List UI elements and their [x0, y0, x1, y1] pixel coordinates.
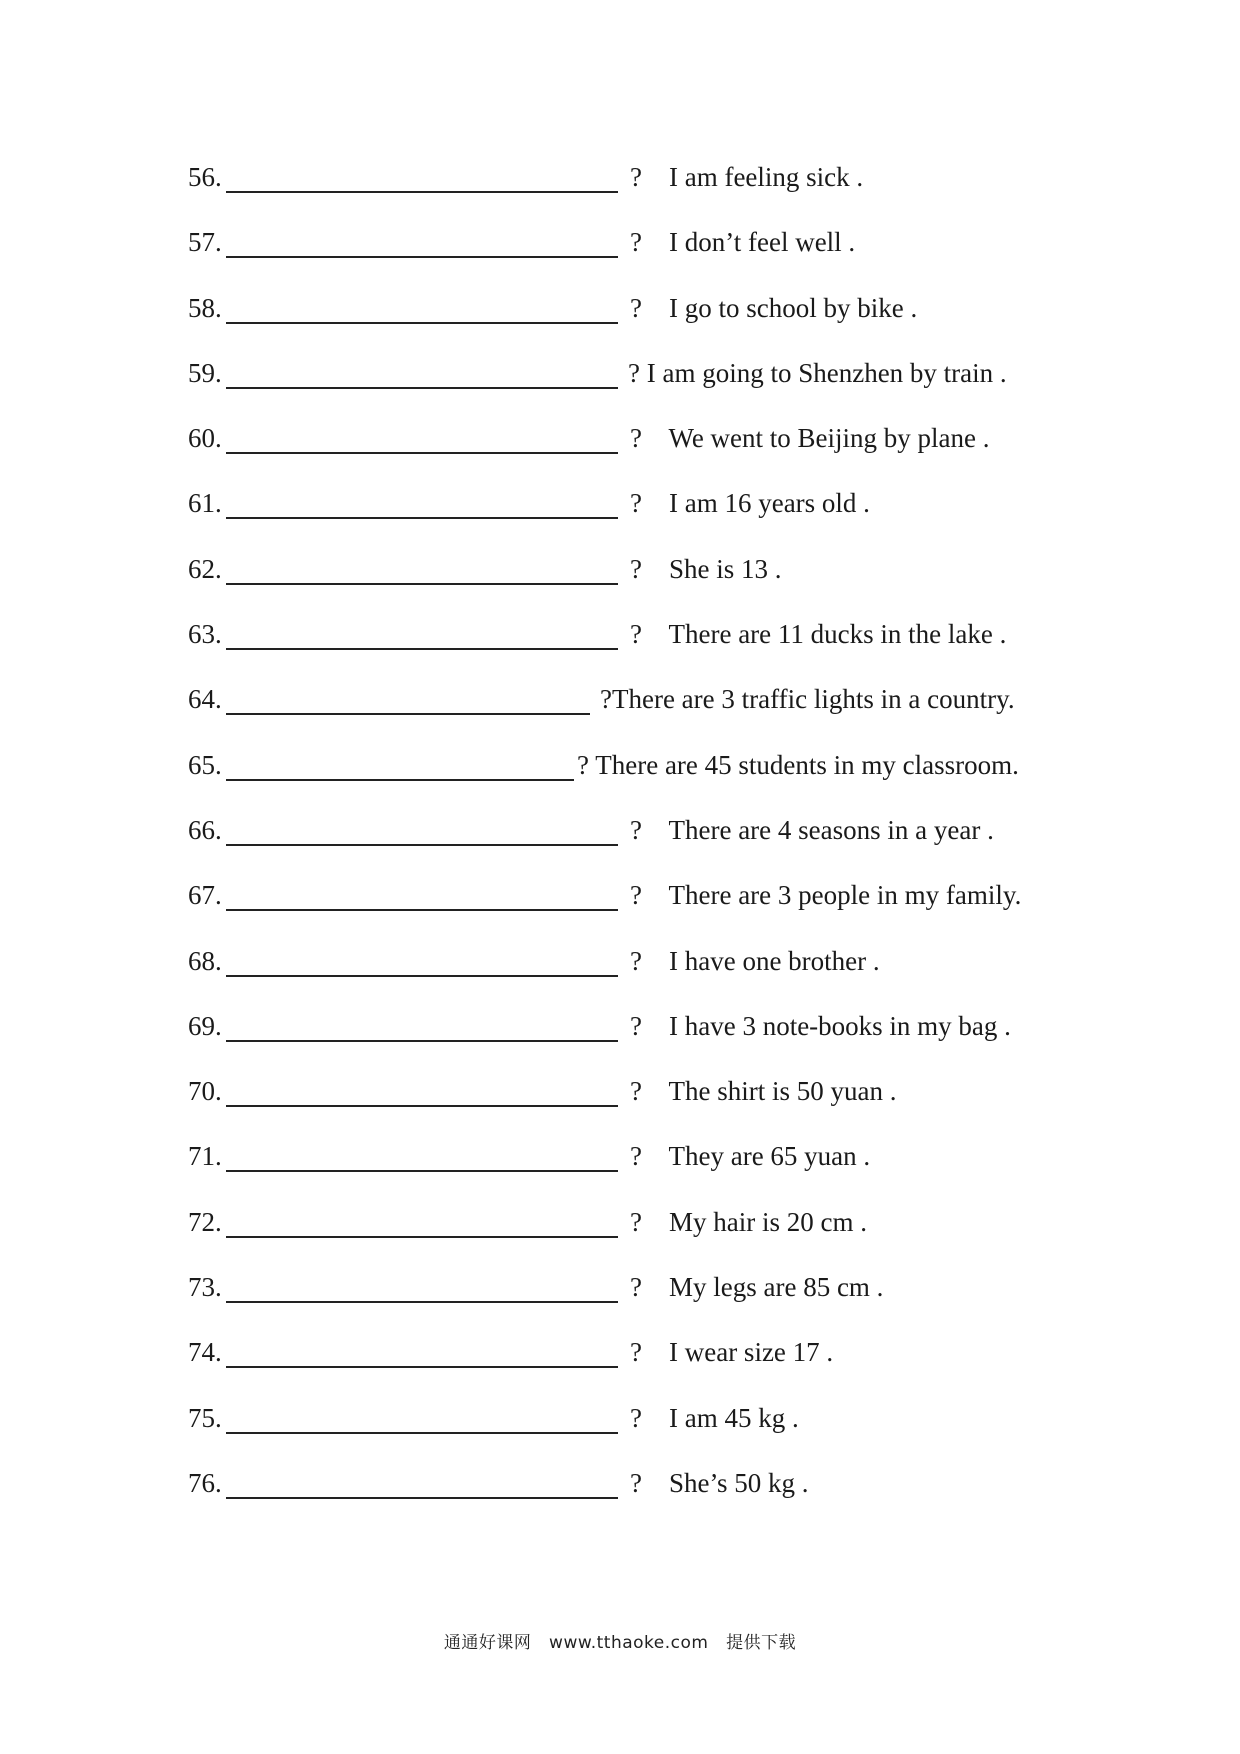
- question-number: 61.: [188, 488, 222, 519]
- question-row-61: [188, 486, 1088, 551]
- question-row-66: [188, 813, 1088, 878]
- answer-blank[interactable]: [226, 1105, 618, 1107]
- question-answer-text: ? I don’t feel well .: [630, 227, 856, 258]
- question-number: 60.: [188, 423, 222, 454]
- question-number: 76.: [188, 1467, 222, 1498]
- question-row-67: [188, 878, 1088, 943]
- question-answer-text: ? She’s 50 kg .: [630, 1467, 809, 1498]
- answer-blank[interactable]: [226, 648, 618, 650]
- question-number: 66.: [188, 814, 222, 845]
- answer-blank[interactable]: [226, 517, 618, 519]
- answer-blank[interactable]: [226, 713, 590, 715]
- question-number: 71.: [188, 1141, 222, 1172]
- question-answer-text: ? I am going to Shenzhen by train .: [628, 357, 1007, 388]
- question-row-56: [188, 160, 1088, 225]
- question-number: 65.: [188, 749, 222, 780]
- question-row-74: [188, 1335, 1088, 1400]
- question-answer-text: ? My hair is 20 cm .: [630, 1206, 867, 1237]
- answer-blank[interactable]: [226, 387, 618, 389]
- question-number: 63.: [188, 619, 222, 650]
- question-number: 57.: [188, 227, 222, 258]
- question-row-68: [188, 944, 1088, 1009]
- question-answer-text: ? There are 3 people in my family.: [630, 880, 1022, 911]
- question-answer-text: ? I go to school by bike .: [630, 292, 918, 323]
- question-number: 72.: [188, 1206, 222, 1237]
- question-row-75: [188, 1401, 1088, 1466]
- question-answer-text: ? I am 45 kg .: [630, 1402, 799, 1433]
- question-number: 75.: [188, 1402, 222, 1433]
- question-row-59: [188, 356, 1088, 421]
- answer-blank[interactable]: [226, 844, 618, 846]
- answer-blank[interactable]: [226, 1236, 618, 1238]
- question-row-69: [188, 1009, 1088, 1074]
- question-answer-text: ? There are 11 ducks in the lake .: [630, 619, 1007, 650]
- question-answer-text: ? I am 16 years old .: [630, 488, 870, 519]
- footer-source-note: 通通好课网 www.tthaoke.com 提供下载: [443, 1633, 797, 1653]
- question-row-73: [188, 1270, 1088, 1335]
- question-answer-text: ? There are 4 seasons in a year .: [630, 814, 994, 845]
- answer-blank[interactable]: [226, 1170, 618, 1172]
- question-answer-text: ? We went to Beijing by plane .: [630, 423, 990, 454]
- question-number: 64.: [188, 684, 222, 715]
- question-number: 73.: [188, 1272, 222, 1303]
- answer-blank[interactable]: [226, 256, 618, 258]
- question-answer-text: ? I am feeling sick .: [630, 162, 864, 192]
- question-list: [188, 160, 1088, 1531]
- question-row-64: [188, 682, 1088, 747]
- question-number: 74.: [188, 1337, 222, 1368]
- answer-blank[interactable]: [226, 322, 618, 324]
- question-answer-text: ? I wear size 17 .: [630, 1337, 834, 1368]
- answer-blank[interactable]: [226, 1497, 618, 1499]
- question-answer-text: ?There are 3 traffic lights in a country.: [600, 684, 1015, 715]
- answer-blank[interactable]: [226, 975, 618, 977]
- question-row-70: [188, 1074, 1088, 1139]
- answer-blank[interactable]: [226, 909, 618, 911]
- answer-blank[interactable]: [226, 191, 618, 193]
- question-row-76: [188, 1466, 1088, 1531]
- answer-blank[interactable]: [226, 1432, 618, 1434]
- question-answer-text: ? She is 13 .: [630, 553, 782, 584]
- question-answer-text: ? The shirt is 50 yuan .: [630, 1076, 897, 1107]
- answer-blank[interactable]: [226, 1301, 618, 1303]
- question-answer-text: ? There are 45 students in my classroom.: [577, 749, 1019, 780]
- question-number: 69.: [188, 1010, 222, 1041]
- question-number: 56.: [188, 162, 222, 192]
- answer-blank[interactable]: [226, 452, 618, 454]
- question-row-72: [188, 1205, 1088, 1270]
- answer-blank[interactable]: [226, 1366, 618, 1368]
- question-number: 68.: [188, 945, 222, 976]
- question-number: 59.: [188, 357, 222, 388]
- answer-blank[interactable]: [226, 779, 574, 781]
- question-answer-text: ? I have one brother .: [630, 945, 880, 976]
- question-number: 58.: [188, 292, 222, 323]
- question-number: 67.: [188, 880, 222, 911]
- question-row-71: [188, 1139, 1088, 1204]
- question-answer-text: ? They are 65 yuan .: [630, 1141, 871, 1172]
- question-row-62: [188, 552, 1088, 617]
- question-row-60: [188, 421, 1088, 486]
- question-answer-text: ? I have 3 note-books in my bag .: [630, 1010, 1011, 1041]
- question-answer-text: ? My legs are 85 cm .: [630, 1272, 884, 1303]
- question-row-58: [188, 291, 1088, 356]
- answer-blank[interactable]: [226, 583, 618, 585]
- question-row-63: [188, 617, 1088, 682]
- answer-blank[interactable]: [226, 1040, 618, 1042]
- question-row-65: [188, 748, 1088, 813]
- question-row-57: [188, 225, 1088, 290]
- question-number: 70.: [188, 1076, 222, 1107]
- question-number: 62.: [188, 553, 222, 584]
